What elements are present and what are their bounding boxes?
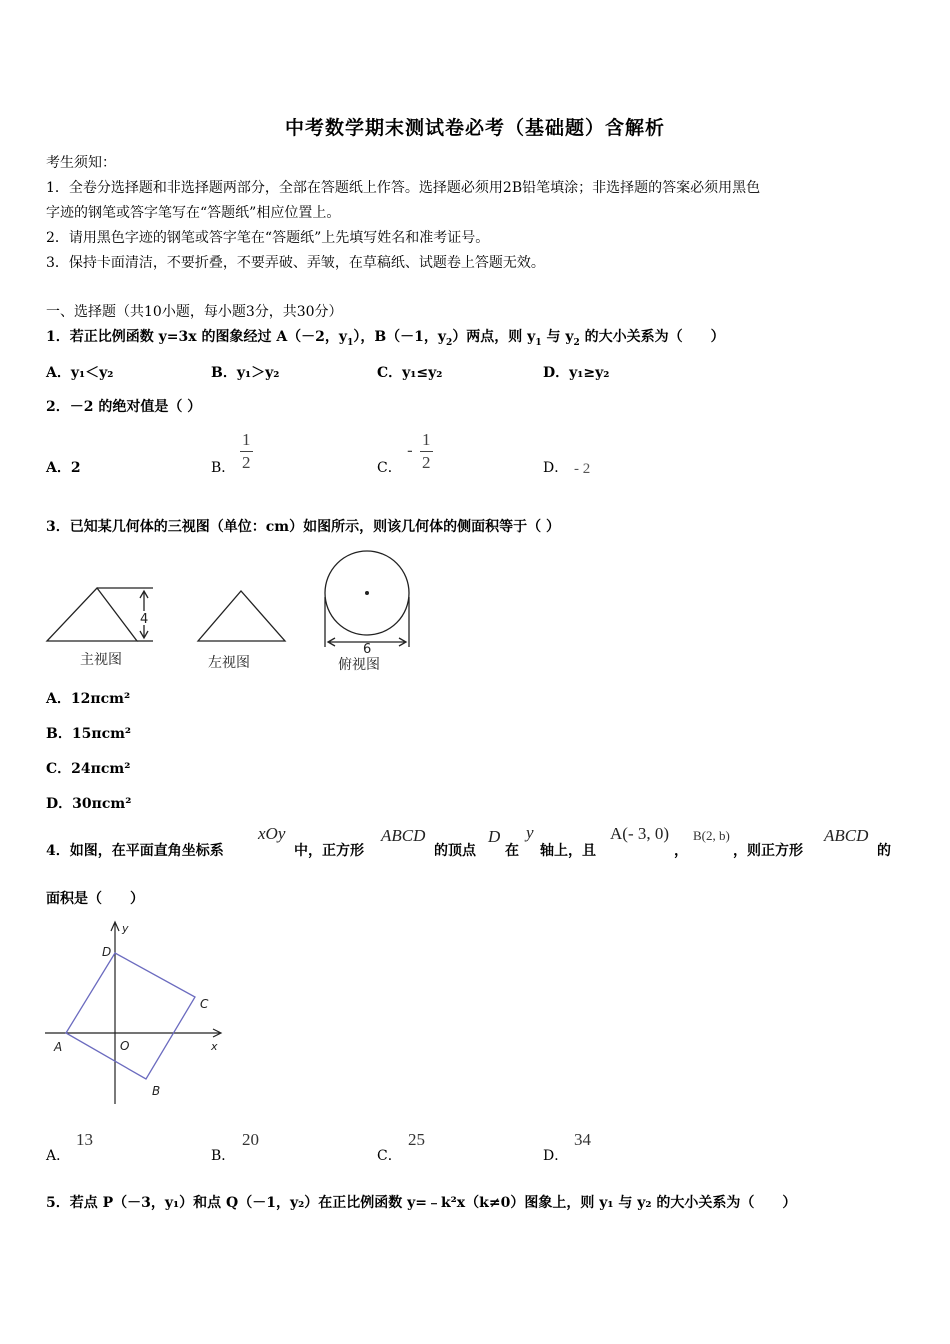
math-abcd: ABCD: [824, 826, 869, 845]
width-label: 6: [363, 642, 372, 657]
three-view-figure: [40, 545, 420, 680]
math-point-b: B(2, b): [693, 828, 730, 843]
top-view: [325, 551, 409, 647]
label-a: A: [54, 1040, 63, 1054]
front-view-label: 主视图: [80, 652, 122, 668]
q4-option-d-label[interactable]: D．: [543, 1148, 569, 1164]
notice-item: 3．保持卡面清洁，不要折叠，不要弄破、弄皱，在草稿纸、试题卷上答题无效。: [46, 255, 545, 271]
label-c: C: [200, 997, 209, 1011]
label-y: y: [122, 922, 129, 935]
axes: [45, 922, 221, 1104]
square-abcd: [66, 953, 195, 1079]
notice-item: 字迹的钢笔或答字笔写在“答题纸”相应位置上。: [46, 205, 341, 221]
side-view-label: 左视图: [208, 655, 250, 671]
center-point: [365, 591, 369, 595]
label-x: x: [211, 1040, 218, 1053]
q3-option-d[interactable]: D．30πcm²: [46, 796, 132, 812]
math-abcd: ABCD: [381, 826, 426, 845]
question-4-line2: 面积是（ ）: [46, 891, 144, 907]
q4-option-a-value: 13: [76, 1130, 93, 1149]
q4-option-d-value: 34: [574, 1130, 591, 1149]
question-4-part: ，: [674, 843, 688, 859]
q2-option-b-label[interactable]: B．: [211, 460, 236, 476]
q4-option-c-value: 25: [408, 1130, 425, 1149]
side-view: [198, 591, 285, 641]
q1-option-a[interactable]: A．y₁＜y₂: [46, 365, 114, 381]
height-label: 4: [140, 612, 149, 627]
coordinate-square-figure: [40, 918, 240, 1113]
notice-item: 2．请用黑色字迹的钢笔或答字笔在“答题纸”上先填写姓名和准考证号。: [46, 230, 490, 246]
label-o: O: [120, 1039, 130, 1053]
q2-option-c-sign: -: [407, 441, 413, 461]
q2-option-d-label[interactable]: D．: [543, 460, 569, 476]
q2-option-c-label[interactable]: C．: [377, 460, 402, 476]
question-4-part: 的顶点: [434, 843, 476, 859]
q1-option-d[interactable]: D．y₁≥y₂: [543, 365, 610, 381]
q2-option-b-fraction[interactable]: $\frac{1}{2}$: [242, 430, 251, 472]
math-d: D: [488, 827, 501, 846]
question-4-part: 中，正方形: [294, 843, 364, 859]
q4-option-b-label[interactable]: B．: [211, 1148, 236, 1164]
question-4-part: ，则正方形: [733, 843, 803, 859]
q3-option-b[interactable]: B．15πcm²: [46, 726, 132, 742]
q1-option-c[interactable]: C．y₁≤y₂: [377, 365, 443, 381]
q1-option-b[interactable]: B．y₁＞y₂: [211, 365, 280, 381]
math-xoy: xOy: [258, 824, 286, 843]
notice-heading: 考生须知：: [46, 155, 116, 171]
section-heading: 一、选择题（共10小题，每小题3分，共30分）: [46, 304, 343, 320]
q2-option-d-value: - 2: [574, 461, 591, 477]
q4-option-c-label[interactable]: C．: [377, 1148, 402, 1164]
q2-option-c-fraction[interactable]: $\frac{1}{2}$: [422, 430, 431, 472]
q3-option-c[interactable]: C．24πcm²: [46, 761, 131, 777]
q2-option-a[interactable]: A．2: [46, 460, 81, 476]
question-4-part: 4．如图，在平面直角坐标系: [46, 843, 224, 859]
math-point-a: A(- 3, 0): [610, 824, 670, 843]
question-3: 3．已知某几何体的三视图（单位：cm）如图所示，则该几何体的侧面积等于（ ）: [46, 519, 560, 535]
question-4-part: 在: [505, 843, 519, 859]
question-4-part: 的: [877, 843, 891, 859]
q4-option-b-value: 20: [242, 1130, 259, 1149]
question-5: 5．若点 P（－3，y₁）和点 Q（－1，y₂）在正比例函数 y=﹣k²x（k≠0）图象上，则 y₁ 与 y₂ 的大小关系为（ ）: [46, 1195, 797, 1211]
q4-option-a-label[interactable]: A．: [46, 1148, 71, 1164]
top-view-label: 俯视图: [338, 657, 380, 673]
notice-item: 1．全卷分选择题和非选择题两部分，全部在答题纸上作答。选择题必须用2B铅笔填涂；非选择题的答案必须用黑色: [46, 180, 761, 196]
math-y: y: [526, 823, 534, 842]
q3-option-a[interactable]: A．12πcm²: [46, 691, 131, 707]
question-1: 1．若正比例函数 y=3x 的图象经过 A（－2，$y_1$），B（－1，$y_2$）两点，则 $y_1$ 与 $y_2$ 的大小关系为（ ）: [46, 329, 725, 348]
label-b: B: [152, 1084, 161, 1098]
question-4-part: 轴上，且: [540, 843, 596, 859]
page-title: 中考数学期末测试卷必考（基础题）含解析: [284, 117, 665, 139]
front-view: [47, 588, 153, 641]
label-d: D: [102, 945, 112, 959]
question-2: 2．－2 的绝对值是（ ）: [46, 399, 202, 415]
